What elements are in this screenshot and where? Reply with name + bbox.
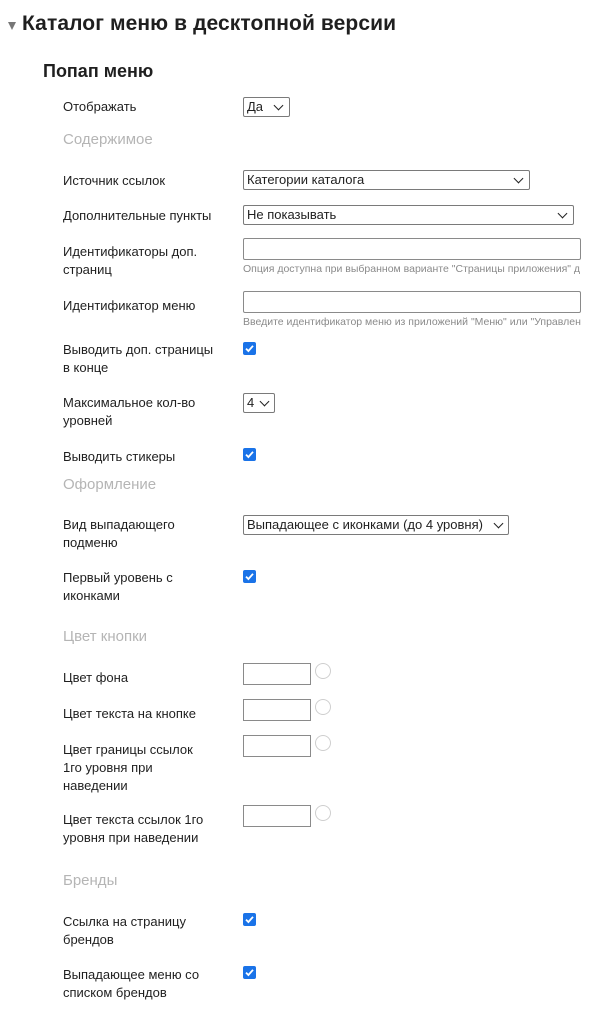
label-line: Максимальное кол-во [63, 395, 196, 410]
checkmark-icon [244, 343, 255, 354]
extra-page-ids-hint: Опция доступна при выбранном варианте "Страницы приложения" д [243, 263, 581, 275]
label-line: Цвет текста ссылок 1го [63, 812, 204, 827]
link-text-hover-color-label [63, 811, 203, 847]
first-level-icons-checkbox[interactable] [243, 570, 256, 583]
label-line: Первый уровень с [63, 570, 173, 585]
submenu-type-select[interactable] [243, 515, 509, 535]
show-select-value: Да [247, 99, 264, 114]
brands-dropdown-label [63, 966, 199, 1002]
chevron-down-icon [260, 396, 270, 406]
extra-items-label: Дополнительные пункты [63, 208, 212, 223]
submenu-type-value: Выпадающее с иконками (до 4 уровня) [247, 517, 483, 532]
extra-items-value: Не показывать [247, 207, 337, 222]
label-line: 1го уровня при [63, 760, 153, 775]
label-line: брендов [63, 932, 114, 947]
label-line: Идентификаторы доп. [63, 244, 198, 259]
show-stickers-label: Выводить стикеры [63, 449, 176, 464]
color-picker-icon[interactable] [315, 805, 331, 821]
max-levels-value: 4 [247, 395, 255, 410]
extra-page-ids-input[interactable] [243, 238, 581, 260]
border-hover-color-label [63, 741, 193, 795]
max-levels-label [63, 394, 195, 430]
extra-items-select[interactable] [243, 205, 574, 225]
label-line: подменю [63, 535, 118, 550]
label-line: Выпадающее меню со [63, 967, 200, 982]
bg-color-input[interactable] [243, 663, 311, 685]
menu-id-label: Идентификатор меню [63, 298, 196, 313]
label-line: Вид выпадающего [63, 517, 175, 532]
show-stickers-checkbox[interactable] [243, 448, 256, 461]
section-brands: Бренды [63, 872, 118, 889]
checkmark-icon [244, 449, 255, 460]
section-button-color: Цвет кнопки [63, 628, 148, 645]
section-header[interactable] [8, 9, 396, 39]
first-level-icons-label [63, 569, 173, 605]
chevron-down-icon [274, 100, 284, 110]
button-text-color-input[interactable] [243, 699, 311, 721]
label-line: уровня при наведении [63, 830, 199, 845]
section-content: Содержимое [63, 131, 153, 148]
chevron-down-icon [558, 208, 568, 218]
chevron-down-icon [514, 173, 524, 183]
chevron-down-icon [494, 518, 504, 528]
brands-page-link-checkbox[interactable] [243, 913, 256, 926]
submenu-type-label [63, 516, 175, 552]
extra-pages-end-label [63, 341, 213, 377]
caret-down-icon[interactable] [8, 22, 16, 30]
show-select[interactable] [243, 97, 290, 117]
label-line: Ссылка на страницу [63, 914, 186, 929]
link-source-value: Категории каталога [247, 172, 365, 187]
brands-page-link-label [63, 913, 186, 949]
link-source-select[interactable] [243, 170, 530, 190]
checkmark-icon [244, 571, 255, 582]
color-picker-icon[interactable] [315, 699, 331, 715]
button-text-color-label: Цвет текста на кнопке [63, 706, 196, 721]
page-title: Каталог меню в десктопной версии [22, 12, 397, 35]
label-line: уровней [63, 413, 113, 428]
checkmark-icon [244, 967, 255, 978]
menu-id-hint: Введите идентификатор меню из приложений "Меню" или "Управлен [243, 316, 581, 328]
max-levels-select[interactable] [243, 393, 275, 413]
menu-id-input[interactable] [243, 291, 581, 313]
link-text-hover-color-input[interactable] [243, 805, 311, 827]
section-design: Оформление [63, 476, 157, 493]
brands-dropdown-checkbox[interactable] [243, 966, 256, 979]
extra-pages-end-checkbox[interactable] [243, 342, 256, 355]
label-line: в конце [63, 360, 109, 375]
popup-menu-title: Попап меню [43, 61, 154, 81]
link-source-label: Источник ссылок [63, 173, 166, 188]
checkmark-icon [244, 914, 255, 925]
label-line: страниц [63, 262, 112, 277]
extra-page-ids-label [63, 243, 197, 279]
label-line: Выводить доп. страницы [63, 342, 214, 357]
border-hover-color-input[interactable] [243, 735, 311, 757]
bg-color-label: Цвет фона [63, 670, 129, 685]
show-label: Отображать [63, 99, 137, 114]
label-line: Цвет границы ссылок [63, 742, 193, 757]
color-picker-icon[interactable] [315, 663, 331, 679]
color-picker-icon[interactable] [315, 735, 331, 751]
label-line: списком брендов [63, 985, 167, 1000]
label-line: иконками [63, 588, 120, 603]
label-line: наведении [63, 778, 128, 793]
